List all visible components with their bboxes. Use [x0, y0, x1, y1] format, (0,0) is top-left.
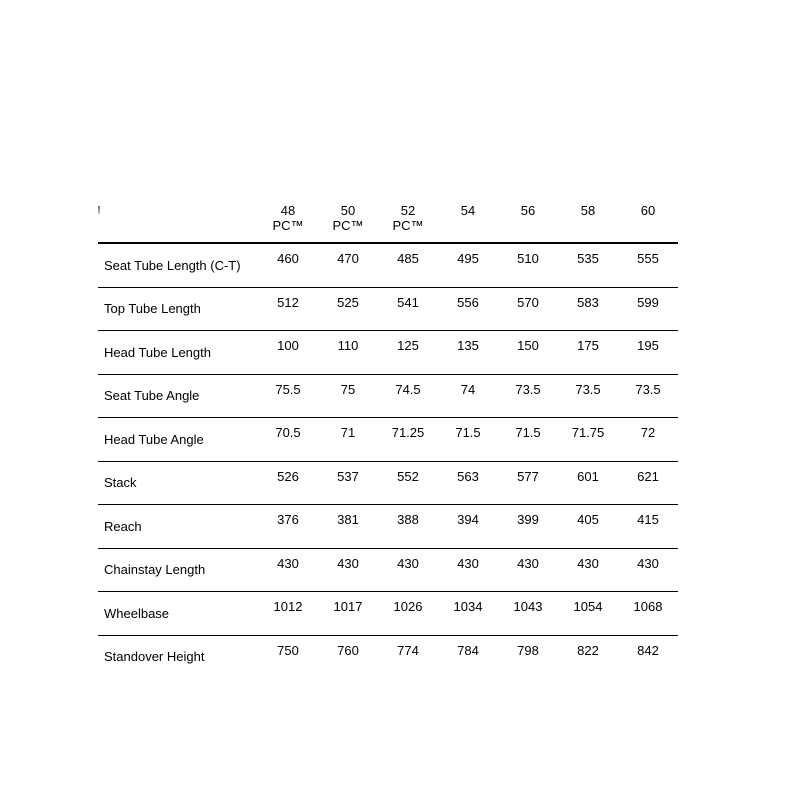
cell-value: 388 — [378, 505, 438, 549]
cell-value: 430 — [258, 548, 318, 592]
size-sub-label — [498, 218, 558, 233]
cell-value: 72 — [618, 418, 678, 462]
table-row-reach — [98, 505, 678, 549]
row-label: Chainstay Length — [98, 548, 258, 592]
cell-value: 784 — [457, 642, 479, 658]
cell-value: 1034 — [438, 592, 498, 636]
tiny-vertical-tick-icon — [98, 206, 100, 214]
row-label: Seat Tube Length (C-T) — [98, 243, 258, 287]
size-column-header-50 — [318, 196, 378, 243]
row-label: Standover Height — [104, 649, 205, 665]
row-label: Top Tube Length — [98, 287, 258, 331]
cell-value: 485 — [378, 243, 438, 287]
cell-value: 394 — [438, 505, 498, 549]
cell-value: 583 — [558, 287, 618, 331]
size-column-header-58 — [558, 196, 618, 243]
size-column-header-56 — [498, 196, 558, 243]
cell-value: 71.5 — [438, 418, 498, 462]
row-label: Stack — [98, 461, 258, 505]
cell-value: 376 — [258, 505, 318, 549]
cell-value: 430 — [618, 548, 678, 592]
cell-value: 822 — [577, 642, 599, 658]
size-sub-label — [558, 218, 618, 233]
cell-value: 74 — [438, 374, 498, 418]
cell-value: 555 — [618, 243, 678, 287]
row-label: Seat Tube Angle — [98, 374, 258, 418]
cell-value: 621 — [618, 461, 678, 505]
cell-value: 195 — [618, 331, 678, 375]
cell-value: 577 — [498, 461, 558, 505]
cell-value: 381 — [318, 505, 378, 549]
cell-value: 73.5 — [558, 374, 618, 418]
size-column-header-48 — [258, 196, 318, 243]
row-label: Head Tube Length — [98, 331, 258, 375]
cell-value: 1026 — [378, 592, 438, 636]
cell-value: 798 — [517, 642, 539, 658]
size-label: 52 — [400, 203, 416, 218]
cell-value: 135 — [438, 331, 498, 375]
cell-value: 601 — [558, 461, 618, 505]
cell-value: 71.5 — [498, 418, 558, 462]
cell-value: 750 — [277, 642, 299, 658]
cell-value: 1054 — [558, 592, 618, 636]
row-label: Reach — [98, 505, 258, 549]
cell-value: 73.5 — [498, 374, 558, 418]
geometry-table — [98, 196, 678, 678]
cell-value: 570 — [498, 287, 558, 331]
cell-value: 73.5 — [618, 374, 678, 418]
cell-value: 526 — [258, 461, 318, 505]
size-column-header-54 — [438, 196, 498, 243]
cell-value: 70.5 — [258, 418, 318, 462]
size-sub-label: PC™ — [392, 218, 424, 233]
size-label: 50 — [340, 203, 356, 218]
header-corner-cell — [98, 196, 258, 243]
table-row-head-tube-angle — [98, 418, 678, 462]
table-row-seat-tube-length — [98, 243, 678, 287]
table-row-wheelbase — [98, 592, 678, 636]
cell-value: 512 — [258, 287, 318, 331]
table-row-head-tube-length — [98, 331, 678, 375]
cell-value: 1068 — [618, 592, 678, 636]
cell-value: 842 — [637, 642, 659, 658]
size-column-header-52 — [378, 196, 438, 243]
cell-value: 495 — [438, 243, 498, 287]
cell-value: 430 — [558, 548, 618, 592]
row-label: Wheelbase — [98, 592, 258, 636]
cell-value: 430 — [498, 548, 558, 592]
header-row — [98, 196, 678, 243]
row-label: Head Tube Angle — [98, 418, 258, 462]
cell-value: 460 — [258, 243, 318, 287]
cell-value: 71.25 — [378, 418, 438, 462]
table-row-standover-height — [98, 635, 678, 678]
cell-value: 537 — [318, 461, 378, 505]
cell-value: 150 — [498, 331, 558, 375]
size-column-header-60 — [618, 196, 678, 243]
table-row-stack — [98, 461, 678, 505]
size-sub-label: PC™ — [332, 218, 364, 233]
cell-value: 1043 — [498, 592, 558, 636]
cell-value: 100 — [258, 331, 318, 375]
cell-value: 556 — [438, 287, 498, 331]
cell-value: 125 — [378, 331, 438, 375]
cell-value: 552 — [378, 461, 438, 505]
size-sub-label — [618, 218, 678, 233]
cell-value: 75.5 — [258, 374, 318, 418]
cell-value: 405 — [558, 505, 618, 549]
cell-value: 175 — [558, 331, 618, 375]
cell-value: 399 — [498, 505, 558, 549]
cell-value: 541 — [378, 287, 438, 331]
size-label: 56 — [520, 203, 536, 218]
cell-value: 774 — [397, 642, 419, 658]
size-label: 60 — [640, 203, 656, 218]
cell-value: 1017 — [318, 592, 378, 636]
cell-value: 430 — [318, 548, 378, 592]
cell-value: 71 — [318, 418, 378, 462]
cell-value: 525 — [318, 287, 378, 331]
size-label: 58 — [580, 203, 596, 218]
cell-value: 470 — [318, 243, 378, 287]
size-sub-label — [438, 218, 498, 233]
table-row-top-tube-length — [98, 287, 678, 331]
cell-value: 760 — [337, 642, 359, 658]
size-label: 48 — [280, 203, 296, 218]
cell-value: 510 — [498, 243, 558, 287]
cell-value: 430 — [438, 548, 498, 592]
cell-value: 563 — [438, 461, 498, 505]
size-sub-label: PC™ — [272, 218, 304, 233]
cell-value: 1012 — [258, 592, 318, 636]
cell-value: 71.75 — [558, 418, 618, 462]
cell-value: 415 — [618, 505, 678, 549]
cell-value: 110 — [318, 331, 378, 375]
table-row-seat-tube-angle — [98, 374, 678, 418]
cell-value: 535 — [558, 243, 618, 287]
cell-value: 599 — [618, 287, 678, 331]
cell-value: 430 — [378, 548, 438, 592]
cell-value: 75 — [318, 374, 378, 418]
table-row-chainstay-length — [98, 548, 678, 592]
cell-value: 74.5 — [378, 374, 438, 418]
size-label: 54 — [460, 203, 476, 218]
